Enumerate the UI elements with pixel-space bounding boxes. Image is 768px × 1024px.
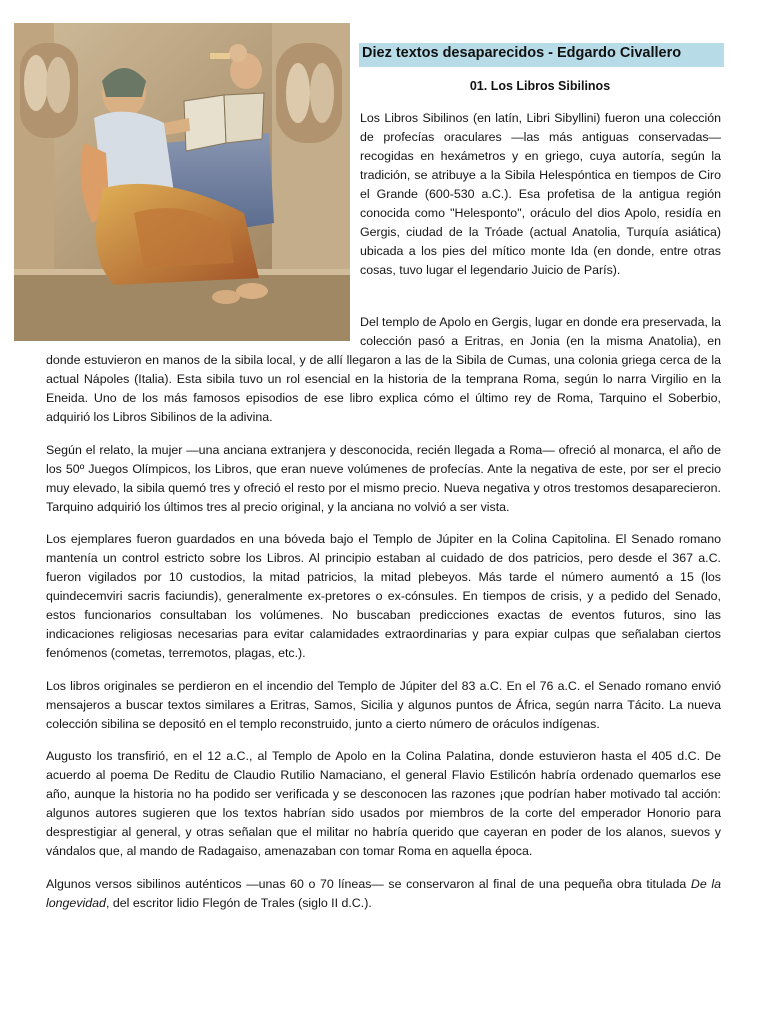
paragraph-1: Los Libros Sibilinos (en latín, Libri Sibyllini) fueron una colección de profecías oraculares —las más antiguas conservadas— recogidas en hexámetros y en griego, cuya autoría, según la tradición, se atribuye a la Sibila Helespóntica en tiempos de Ciro el Grande (600-530 a.C.). Esa profetisa de la antigua región conocida como "Helesponto", oráculo del dios Apolo, residía en Gergis, ciudad de la Tróade (actual Anatolia, Turquía asiática) ubicada a los pies del mítico monte Ida (en donde, entre otras cosas, tuvo lugar el legendario Juicio de París). <box>360 111 721 277</box>
paragraph-6: Augusto los transfirió, en el 12 a.C., al Templo de Apolo en la Colina Palatina, donde estuvieron hasta el 405 d.C. De acuerdo al poema De Reditu de Claudio Rutilio Namaciano, el general Flavio Estilicón habría ordenado quemarlos ese año, aunque la historia no ha podido ser verificada y se desconocen las razones ¡que podrían haber motivado tal acción: algunos autores sugieren que los textos habrían sido usados por miembros de la corte del emperador Honorio para desprestigiar al general, y otras señalan que el militar no habría querido que cayeran en poder de los alanos, suevos y vándalos que, al mando de Radagaiso, amenazaban con tomar Roma en aquella época. <box>46 749 721 858</box>
paragraph-2-start: Del templo de Apolo en Gergis, lugar en donde era preservada, la colección pasó a Eritras, en Jonia (en la misma Anatolia), en <box>360 315 721 348</box>
paragraph-7-text-c: , del escritor lidio Flegón de Trales (siglo II d.C.). <box>105 896 372 910</box>
document-title: Diez textos desaparecidos - Edgardo Civallero <box>359 43 724 67</box>
paragraph-7 <box>46 875 721 913</box>
sibyl-fresco-image <box>14 23 350 341</box>
paragraph-5: Los libros originales se perdieron en el incendio del Templo de Júpiter del 83 a.C. En el 76 a.C. el Senado romano envió mensajeros a buscar textos similares a Eritras, Samos, Sicilia y algunos puntos de África, según narra Tácito. La nueva colección sibilina se depositó en el templo reconstruido, junto a cierto número de oráculos indígenas. <box>46 679 721 731</box>
paragraph-3: Según el relato, la mujer —una anciana extranjera y desconocida, recién llegada a Roma— ofreció al monarca, el año de los 50º Juegos Olímpicos, los Libros, que eran nueve volúmenes de profecías. Ante la negativa de este, por ser el precio muy elevado, la sibila quemó tres y ofreció el resto por el mismo precio. Nueva negativa y otros trestomos desaparecieron. Tarquino adquirió los últimos tres al precio original, y la anciana no volvió a ser vista. <box>46 443 721 514</box>
paragraph-7-text-a: Algunos versos sibilinos auténticos —unas 60 o 70 líneas— se conservaron al final de una pequeña obra titulada <box>46 877 691 891</box>
section-heading: 01. Los Libros Sibilinos <box>469 79 611 93</box>
book-title-longevidad: De la longevidad <box>46 877 721 910</box>
paragraph-2-continuation: donde estuvieron en manos de la sibila local, y de allí llegaron a las de la Sibila de Cumas, una colonia griega cerca de la actual Nápoles (Italia). Esta sibila tuvo un rol esencial en la historia de la temprana Roma, según lo narra Virgilio en la Eneida. Uno de los más famosos episodios de ese libro explica cómo el último rey de Roma, Tarquino el Soberbio, adquirió los Libros Sibilinos de la adivina. <box>46 353 721 424</box>
fresco-illustration <box>14 23 350 341</box>
paragraph-4: Los ejemplares fueron guardados en una bóveda bajo el Templo de Júpiter en la Colina Capitolina. El Senado romano mantenía un control estricto sobre los Libros. Al principio estaban al cuidado de dos patricios, pero desde el 367 a.C. fueron vigilados por 10 custodios, la mitad patricios, la mitad plebeyos. Más tarde el número aumentó a 15 (los quindecemviri sacris faciundis), generalmente ex-pretores o ex-cónsules. En tiempos de crisis, y a pedido del Senado, estos funcionarios consultaban los volúmenes. No buscaban predicciones exactas de eventos futuros, sino las indicaciones religiosas necesarias para evitar calamidades extraordinarias y para expiar culpas que señalaban ciertos fenómenos (cometas, terremotos, plagas, etc.). <box>46 532 721 660</box>
